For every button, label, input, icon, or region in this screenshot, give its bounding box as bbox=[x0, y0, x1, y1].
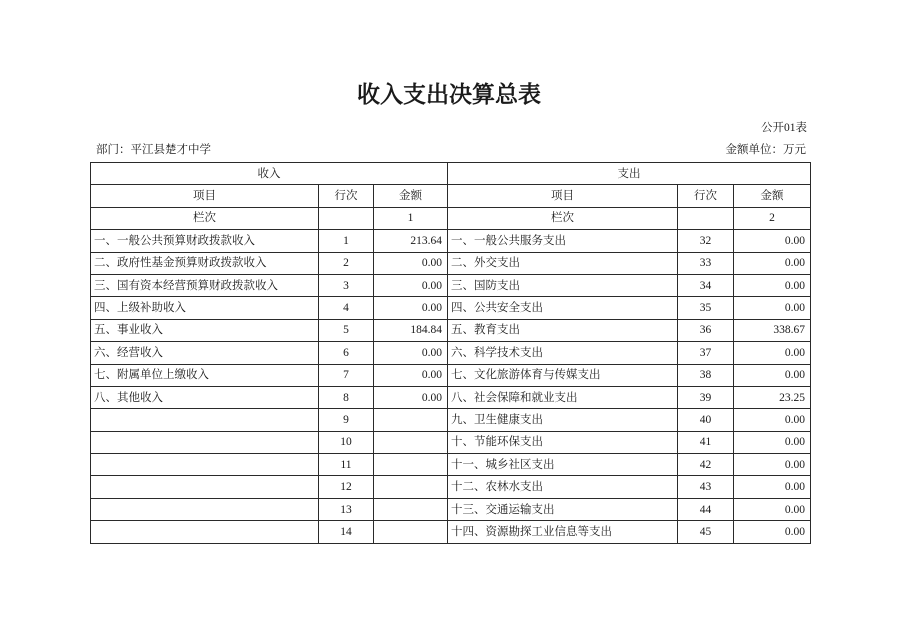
expense-amount-cell: 0.00 bbox=[734, 297, 811, 319]
expense-line-cell: 32 bbox=[678, 230, 734, 252]
income-item-cell bbox=[91, 409, 319, 431]
income-item-cell: 八、其他收入 bbox=[91, 386, 319, 408]
table-row bbox=[91, 409, 811, 431]
income-item-cell bbox=[91, 431, 319, 453]
expense-amount-cell: 23.25 bbox=[734, 386, 811, 408]
expense-line-cell: 44 bbox=[678, 498, 734, 520]
expense-line-cell: 40 bbox=[678, 409, 734, 431]
expense-item-cell: 八、社会保障和就业支出 bbox=[448, 386, 678, 408]
expense-amount-cell: 0.00 bbox=[734, 274, 811, 296]
table-row bbox=[91, 252, 811, 274]
expense-line-cell: 35 bbox=[678, 297, 734, 319]
expense-amount-cell: 0.00 bbox=[734, 252, 811, 274]
income-amount-cell bbox=[374, 521, 448, 543]
income-amount-cell: 184.84 bbox=[374, 319, 448, 341]
expense-item-cell: 七、文化旅游体育与传媒支出 bbox=[448, 364, 678, 386]
form-code: 公开01表 bbox=[761, 122, 807, 134]
income-item-cell bbox=[91, 498, 319, 520]
income-line-cell: 12 bbox=[319, 476, 374, 498]
income-item-cell bbox=[91, 476, 319, 498]
expense-item-cell: 九、卫生健康支出 bbox=[448, 409, 678, 431]
income-amount-cell bbox=[374, 454, 448, 476]
expense-item-cell: 五、教育支出 bbox=[448, 319, 678, 341]
income-amount-cell: 0.00 bbox=[374, 364, 448, 386]
expense-line-cell: 37 bbox=[678, 342, 734, 364]
expense-item-header: 项目 bbox=[448, 185, 678, 207]
income-line-cell: 10 bbox=[319, 431, 374, 453]
income-line-cell: 14 bbox=[319, 521, 374, 543]
expense-item-cell: 十二、农林水支出 bbox=[448, 476, 678, 498]
expense-amount-cell: 0.00 bbox=[734, 431, 811, 453]
income-item-header: 项目 bbox=[91, 185, 319, 207]
table-row bbox=[91, 297, 811, 319]
expense-amount-cell: 0.00 bbox=[734, 521, 811, 543]
expense-amount-cell: 0.00 bbox=[734, 342, 811, 364]
expense-item-cell: 四、公共安全支出 bbox=[448, 297, 678, 319]
table-row bbox=[91, 521, 811, 543]
expense-line-cell: 39 bbox=[678, 386, 734, 408]
income-line-cell: 7 bbox=[319, 364, 374, 386]
income-amount-cell: 0.00 bbox=[374, 342, 448, 364]
expense-line-cell: 34 bbox=[678, 274, 734, 296]
income-amount-cell: 0.00 bbox=[374, 274, 448, 296]
income-amount-cell bbox=[374, 431, 448, 453]
expense-amount-cell: 0.00 bbox=[734, 498, 811, 520]
income-line-cell: 3 bbox=[319, 274, 374, 296]
expense-item-cell: 十四、资源勘探工业信息等支出 bbox=[448, 521, 678, 543]
table-row bbox=[91, 476, 811, 498]
income-line-cell: 11 bbox=[319, 454, 374, 476]
income-amount-cell: 0.00 bbox=[374, 297, 448, 319]
expense-item-cell: 二、外交支出 bbox=[448, 252, 678, 274]
column-header-row bbox=[91, 185, 811, 207]
expense-item-cell: 十三、交通运输支出 bbox=[448, 498, 678, 520]
income-line-cell: 6 bbox=[319, 342, 374, 364]
table-body bbox=[91, 163, 811, 544]
income-item-cell: 三、国有资本经营预算财政拨款收入 bbox=[91, 274, 319, 296]
income-line-cell: 8 bbox=[319, 386, 374, 408]
department-label: 部门：平江县楚才中学 bbox=[96, 144, 211, 156]
expense-line-cell: 43 bbox=[678, 476, 734, 498]
income-amount-header: 金额 bbox=[374, 185, 448, 207]
income-amount-cell bbox=[374, 476, 448, 498]
expense-line-cell: 42 bbox=[678, 454, 734, 476]
expense-column-index: 2 bbox=[734, 207, 811, 229]
table-row bbox=[91, 364, 811, 386]
expense-column-index-label: 栏次 bbox=[448, 207, 678, 229]
table-row bbox=[91, 431, 811, 453]
expense-amount-cell: 0.00 bbox=[734, 364, 811, 386]
income-line-cell: 1 bbox=[319, 230, 374, 252]
income-line-cell: 13 bbox=[319, 498, 374, 520]
income-amount-cell bbox=[374, 409, 448, 431]
expense-amount-cell: 0.00 bbox=[734, 230, 811, 252]
table-row bbox=[91, 274, 811, 296]
table-row bbox=[91, 386, 811, 408]
expense-section-header: 支出 bbox=[448, 163, 811, 185]
income-amount-cell: 213.64 bbox=[374, 230, 448, 252]
expense-item-cell: 十一、城乡社区支出 bbox=[448, 454, 678, 476]
expense-amount-cell: 0.00 bbox=[734, 476, 811, 498]
income-line-cell: 5 bbox=[319, 319, 374, 341]
expense-line-cell: 45 bbox=[678, 521, 734, 543]
expense-item-cell: 一、一般公共服务支出 bbox=[448, 230, 678, 252]
income-item-cell: 五、事业收入 bbox=[91, 319, 319, 341]
expense-item-cell: 三、国防支出 bbox=[448, 274, 678, 296]
table-row bbox=[91, 342, 811, 364]
expense-line-header: 行次 bbox=[678, 185, 734, 207]
income-section-header: 收入 bbox=[91, 163, 448, 185]
table-row bbox=[91, 454, 811, 476]
income-line-cell: 9 bbox=[319, 409, 374, 431]
income-column-index: 1 bbox=[374, 207, 448, 229]
expense-column-index-line bbox=[678, 207, 734, 229]
expense-line-cell: 33 bbox=[678, 252, 734, 274]
income-item-cell bbox=[91, 521, 319, 543]
income-line-cell: 4 bbox=[319, 297, 374, 319]
income-amount-cell bbox=[374, 498, 448, 520]
income-line-cell: 2 bbox=[319, 252, 374, 274]
column-index-row bbox=[91, 207, 811, 229]
income-line-header: 行次 bbox=[319, 185, 374, 207]
expense-line-cell: 36 bbox=[678, 319, 734, 341]
expense-amount-header: 金额 bbox=[734, 185, 811, 207]
income-item-cell: 七、附属单位上缴收入 bbox=[91, 364, 319, 386]
expense-line-cell: 41 bbox=[678, 431, 734, 453]
table-row bbox=[91, 230, 811, 252]
table-row bbox=[91, 498, 811, 520]
income-column-index-label: 栏次 bbox=[91, 207, 319, 229]
expense-item-cell: 六、科学技术支出 bbox=[448, 342, 678, 364]
income-item-cell: 一、一般公共预算财政拨款收入 bbox=[91, 230, 319, 252]
income-item-cell: 四、上级补助收入 bbox=[91, 297, 319, 319]
income-column-index-line bbox=[319, 207, 374, 229]
income-item-cell: 二、政府性基金预算财政拨款收入 bbox=[91, 252, 319, 274]
unit-label: 金额单位：万元 bbox=[725, 144, 806, 156]
expense-line-cell: 38 bbox=[678, 364, 734, 386]
table-row bbox=[91, 319, 811, 341]
expense-amount-cell: 338.67 bbox=[734, 319, 811, 341]
income-item-cell: 六、经营收入 bbox=[91, 342, 319, 364]
expense-amount-cell: 0.00 bbox=[734, 409, 811, 431]
income-amount-cell: 0.00 bbox=[374, 386, 448, 408]
expense-amount-cell: 0.00 bbox=[734, 454, 811, 476]
income-expense-table bbox=[90, 162, 811, 544]
page-title: 收入支出决算总表 bbox=[357, 82, 541, 107]
section-header-row bbox=[91, 163, 811, 185]
income-amount-cell: 0.00 bbox=[374, 252, 448, 274]
expense-item-cell: 十、节能环保支出 bbox=[448, 431, 678, 453]
income-item-cell bbox=[91, 454, 319, 476]
